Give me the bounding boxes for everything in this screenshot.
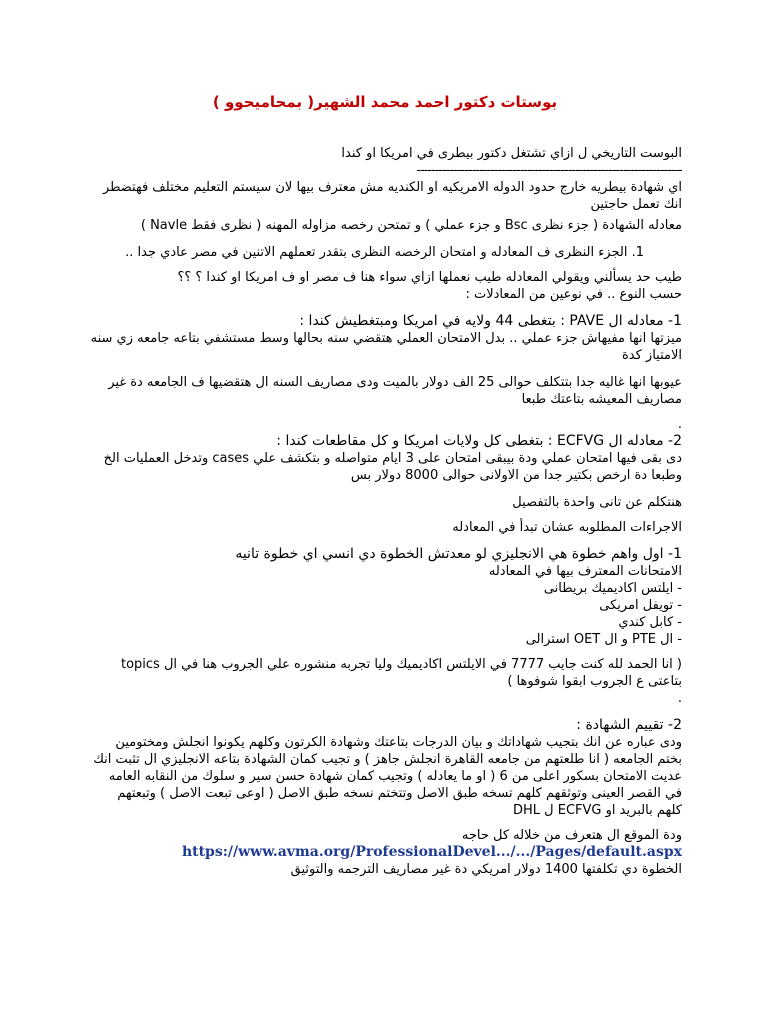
exam-item-toefl: - تويفل امريكى — [599, 598, 682, 613]
page-title: بوستات دكتور احمد محمد الشهير( بمحاميحوو ) — [212, 93, 558, 111]
types-paragraph: حسب النوع .. في نوعين من المعادلات : — [465, 287, 682, 302]
details-intro: هنتكلم عن تانى واحدة بالتفصيل — [512, 495, 682, 510]
avma-link[interactable]: https://www.avma.org/ProfessionalDevel.../.../Pages/default.aspx — [181, 844, 682, 860]
certificate-assessment-paragraph: ودى عباره عن انك بتجيب شهاداتك و بيان الدرجات بتاعتك وشهادة الكرتون وكلهم يكونوا انجلش ومختومين بختم الجامعه ( انا طلعتهم من جامعه القاهرة انجلش جاهز ) و تجيب كمان الشهادة بتاعه الانجليزي ال تثبت انك عديت الامتحان بسكور اعلى من 6 ( او ما يعادله ) وتجيب كمان شهادة حسن سير و سلوك من النقابه العامه في القصر العينى وتوثقهم كلهم تسخه طبق الاصل وتتختم نسخه طبق الاصل ( اوعى تبعت الاصل ) وتبعتهم كلهم بالبريد او ECFVG ل DHL — [93, 735, 682, 818]
website-intro: ودة الموقع ال هتعرف من خلاله كل حاجه — [461, 828, 682, 843]
question-paragraph: طيب حد يسألني ويقولي المعادله طيب نعملها ازاي سواء هنا ف مصر او ف امريكا او كندا ؟ ؟؟ — [177, 270, 682, 285]
exams-heading: الامتحانات المعترف بيها في المعادله — [488, 564, 682, 579]
step-1-heading: 1- اول واهم خطوة هي الانجليزي لو معدتش الخطوة دي انسي اي خطوة تانيه — [235, 546, 682, 562]
step-2-heading: 2- تقييم الشهادة : — [576, 717, 682, 733]
post-heading: البوست التاريخي ل ازاي تشتغل دكتور بيطرى في امريكا او كندا — [341, 146, 682, 161]
exam-item-pte-oet: - ال PTE و ال OET استرالى — [525, 632, 682, 647]
equivalency-paragraph: معادله الشهادة ( جزء نظرى Bsc و جزء عملي ) و تمتحن رخصه مزاوله المهنه ( نظرى فقط Navle ) — [140, 218, 682, 233]
numbered-item-1: 1. الجزء النظرى ف المعادله و امتحان الرخصه النظرى بتقدر تعملهم الاتنين في مصر عادي جدا .. — [125, 245, 644, 260]
pave-heading: 1- معادله ال PAVE : بتغطى 44 ولايه في امريكا ومبتغطيش كندا : — [299, 313, 682, 329]
dot-separator: . — [677, 417, 682, 432]
document-body — [88, 94, 682, 878]
cost-paragraph: الخطوة دي تكلفتها 1400 دولار امريكي دة غير مصاريف الترجمه والتوثيق — [290, 862, 682, 877]
pave-advantage: ميزتها انها مفيهاش جزء عملي .. بدل الامتحان العملي هتقضي سنه بحالها وسط مستشفي بتاعه جامعه زي سنه الامتياز كدة — [90, 331, 682, 363]
exam-item-ielts: - ايلتس اكاديميك بريطانى — [543, 581, 682, 596]
separator-line: ------------------------------------------------------------------------ — [416, 163, 682, 178]
ecfvg-description: دى بقى فيها امتحان عملي ودة بيبقى امتحان على 3 ايام متواصله و بتكشف علي cases وتدخل العمليات الخ وطبعا دة ارخص بكتير جدا من الاولانى حوالى 8000 دولار بس — [103, 451, 682, 483]
procedures-heading: الاجراءات المطلوبه عشان تبدأ في المعادله — [452, 520, 682, 535]
intro-paragraph: اي شهادة بيطريه خارج حدود الدوله الامريكيه او الكنديه مش معترف بيها لان سيستم التعليم مختلف فهتضطر انك تعمل حاجتين — [102, 180, 682, 212]
ecfvg-heading: 2- معادله ال ECFVG : بتغطى كل ولايات امريكا و كل مقاطعات كندا : — [276, 433, 682, 449]
pave-disadvantage: عيوبها انها غاليه جدا بتتكلف حوالى 25 الف دولار بالميت ودى مصاريف السنه ال هتقضيها ف الجامعه دة غير مصاريف المعيشه بتاعتك طبعا — [108, 375, 682, 407]
exam-item-cael: - كابل كندي — [618, 615, 682, 630]
dot-separator-2: . — [677, 691, 682, 706]
ielts-note: ( انا الحمد لله كنت جايب 7777 في الايلتس اكاديميك وليا تجربه منشوره علي الجروب هنا في ال topics بتاعتى ع الجروب ابقوا شوفوها ) — [120, 657, 682, 689]
